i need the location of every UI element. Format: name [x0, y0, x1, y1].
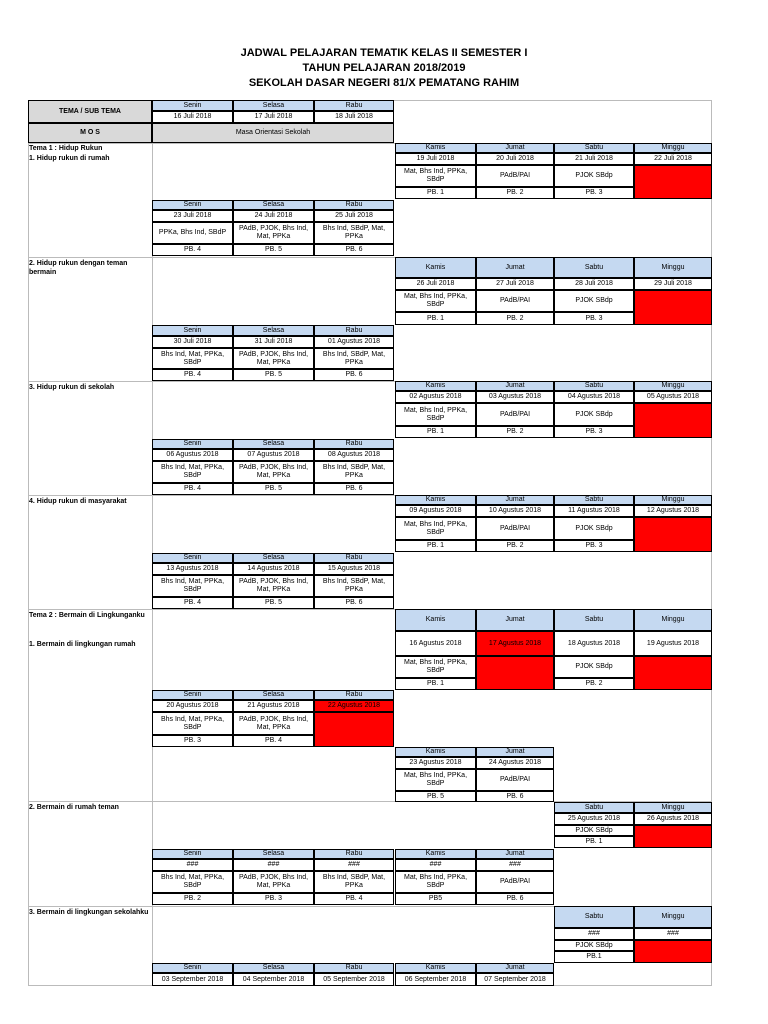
holiday-cell	[476, 656, 554, 690]
date-cell: 19 Agustus 2018	[634, 631, 712, 656]
date-cell: 12 Agustus 2018	[634, 505, 712, 517]
pb-cell: PB. 6	[476, 893, 554, 905]
day-header: Jumat	[476, 747, 554, 757]
date-cell: 16 Juli 2018	[152, 111, 233, 123]
holiday-date-cell: 17 Agustus 2018	[476, 631, 554, 656]
day-header: Minggu	[634, 906, 712, 928]
date-cell: ###	[152, 859, 233, 871]
date-cell: 22 Juli 2018	[634, 153, 712, 165]
date-cell: 24 Agustus 2018	[476, 757, 554, 769]
subject-cell: PAdB/PAI	[476, 517, 554, 540]
subject-cell: PJOK SBdp	[554, 403, 634, 426]
day-header: Selasa	[233, 200, 314, 210]
pb-cell: PB. 3	[554, 312, 634, 325]
pb-cell: PB. 1	[395, 678, 476, 690]
pb-cell: PB. 6	[476, 791, 554, 802]
date-cell: 21 Agustus 2018	[233, 700, 314, 712]
day-header: Kamis	[395, 609, 476, 631]
day-header: Minggu	[634, 143, 712, 153]
day-header: Kamis	[395, 257, 476, 278]
day-header: Minggu	[634, 257, 712, 278]
day-header: Sabtu	[554, 802, 634, 813]
day-header: Kamis	[395, 381, 476, 391]
pb-cell: PB. 3	[554, 187, 634, 199]
day-header: Rabu	[314, 963, 394, 973]
day-header: Selasa	[233, 325, 314, 336]
pb-cell: PB. 1	[554, 836, 634, 848]
subject-cell: PJOK SBdp	[554, 656, 634, 678]
subject-cell: Bhs Ind, Mat, PPKa, SBdP	[152, 575, 233, 597]
subtheme-label: 2. Hidup rukun dengan teman bermain	[29, 260, 128, 276]
pb-cell: PB. 2	[476, 540, 554, 552]
subject-cell: PAdB, PJOK, Bhs Ind, Mat, PPKa	[233, 348, 314, 369]
day-header: Rabu	[314, 325, 394, 336]
pb-cell: PB. 1	[395, 312, 476, 325]
date-cell: 04 September 2018	[233, 973, 314, 986]
day-header: Jumat	[476, 609, 554, 631]
date-cell: 21 Juli 2018	[554, 153, 634, 165]
day-header: Minggu	[634, 381, 712, 391]
subject-cell: PJOK SBdp	[554, 940, 634, 951]
title-line-1: JADWAL PELAJARAN TEMATIK KELAS II SEMESTER I	[240, 47, 528, 59]
subject-cell: PAdB/PAI	[476, 290, 554, 312]
theme-label: Tema 1 : Hidup Rukun	[29, 145, 103, 152]
day-header: Minggu	[634, 802, 712, 813]
date-cell: 25 Agustus 2018	[554, 813, 634, 825]
subject-cell: PPKa, Bhs Ind, SBdP	[152, 222, 233, 244]
date-cell: 23 Juli 2018	[152, 210, 233, 222]
day-header: Senin	[152, 963, 233, 973]
date-cell: 31 Juli 2018	[233, 336, 314, 348]
day-header: Kamis	[395, 849, 476, 859]
day-header: Sabtu	[554, 609, 634, 631]
subtheme-label: 1. Hidup rukun di rumah	[29, 155, 110, 162]
mos-description: Masa Orientasi Sekolah	[152, 123, 394, 143]
subject-cell: PJOK SBdp	[554, 290, 634, 312]
date-cell: 05 Agustus 2018	[634, 391, 712, 403]
date-cell: 26 Agustus 2018	[634, 813, 712, 825]
day-header: Sabtu	[554, 143, 634, 153]
subject-cell: Bhs Ind, Mat, PPKa, SBdP	[152, 712, 233, 735]
subject-cell: Bhs Ind, SBdP, Mat, PPKa	[314, 871, 394, 893]
day-header: Senin	[152, 553, 233, 563]
day-header: Rabu	[314, 439, 394, 449]
day-header: Senin	[152, 100, 233, 111]
pb-cell: PB. 5	[233, 483, 314, 495]
pb-cell: PB. 4	[152, 244, 233, 256]
subject-cell: Bhs Ind, SBdP, Mat, PPKa	[314, 222, 394, 244]
pb-cell: PB. 2	[476, 312, 554, 325]
pb-cell: PB. 4	[152, 483, 233, 495]
subject-cell: PAdB, PJOK, Bhs Ind, Mat, PPKa	[233, 871, 314, 893]
day-header: Jumat	[476, 849, 554, 859]
day-header: Minggu	[634, 609, 712, 631]
subject-cell: Bhs Ind, Mat, PPKa, SBdP	[152, 871, 233, 893]
date-cell: 28 Juli 2018	[554, 278, 634, 290]
date-cell: 30 Juli 2018	[152, 336, 233, 348]
day-header: Sabtu	[554, 257, 634, 278]
day-header: Senin	[152, 325, 233, 336]
day-header: Senin	[152, 690, 233, 700]
day-header: Rabu	[314, 200, 394, 210]
pb-cell: PB. 6	[314, 483, 394, 495]
date-cell: ###	[554, 928, 634, 940]
date-cell: ###	[395, 859, 476, 871]
holiday-date-cell: 22 Agustus 2018	[314, 700, 394, 712]
day-header: Sabtu	[554, 495, 634, 505]
pb-cell: PB. 4	[152, 597, 233, 609]
pb-cell: PB. 2	[152, 893, 233, 905]
pb-cell: PB. 5	[233, 244, 314, 256]
subject-cell: Mat, Bhs Ind, PPKa, SBdP	[395, 656, 476, 678]
subtheme-label: 3. Hidup rukun di sekolah	[29, 384, 115, 391]
date-cell: ###	[476, 859, 554, 871]
date-cell: 01 Agustus 2018	[314, 336, 394, 348]
date-cell: 16 Agustus 2018	[395, 631, 476, 656]
pb-cell: PB. 5	[233, 597, 314, 609]
subject-cell: PJOK SBdp	[554, 825, 634, 836]
pb-cell: PB. 1	[395, 540, 476, 552]
day-header: Jumat	[476, 963, 554, 973]
pb-cell: PB. 6	[314, 597, 394, 609]
day-header: Senin	[152, 200, 233, 210]
date-cell: 15 Agustus 2018	[314, 563, 394, 575]
day-header: Jumat	[476, 381, 554, 391]
day-header: Rabu	[314, 690, 394, 700]
date-cell: 03 September 2018	[152, 973, 233, 986]
day-header: Jumat	[476, 143, 554, 153]
subject-cell: Bhs Ind, SBdP, Mat, PPKa	[314, 461, 394, 483]
holiday-cell	[634, 656, 712, 690]
theme-column	[28, 100, 153, 986]
date-cell: 02 Agustus 2018	[395, 391, 476, 403]
subject-cell: PAdB/PAI	[476, 871, 554, 893]
pb-cell: PB. 2	[476, 187, 554, 199]
date-cell: 09 Agustus 2018	[395, 505, 476, 517]
holiday-cell	[634, 517, 712, 552]
date-cell: 14 Agustus 2018	[233, 563, 314, 575]
pb-cell: PB5	[395, 893, 476, 905]
holiday-cell	[634, 825, 712, 848]
day-header: Senin	[152, 439, 233, 449]
day-header: Jumat	[476, 495, 554, 505]
pb-cell: PB. 2	[554, 678, 634, 690]
day-header: Kamis	[395, 963, 476, 973]
day-header: Rabu	[314, 553, 394, 563]
title-line-2: TAHUN PELAJARAN 2018/2019	[302, 62, 466, 74]
holiday-cell	[634, 940, 712, 963]
date-cell: 27 Juli 2018	[476, 278, 554, 290]
date-cell: ###	[634, 928, 712, 940]
date-cell: 18 Agustus 2018	[554, 631, 634, 656]
date-cell: 07 September 2018	[476, 973, 554, 986]
date-cell: 23 Agustus 2018	[395, 757, 476, 769]
pb-cell: PB. 5	[233, 369, 314, 381]
subject-cell: Bhs Ind, Mat, PPKa, SBdP	[152, 461, 233, 483]
date-cell: 18 Juli 2018	[314, 111, 394, 123]
date-cell: 06 Agustus 2018	[152, 449, 233, 461]
day-header: Selasa	[233, 963, 314, 973]
subject-cell: PAdB/PAI	[476, 403, 554, 426]
pb-cell: PB. 4	[233, 735, 314, 747]
subject-cell: PAdB, PJOK, Bhs Ind, Mat, PPKa	[233, 461, 314, 483]
day-header: Selasa	[233, 849, 314, 859]
subject-cell: PAdB/PAI	[476, 769, 554, 791]
date-cell: 04 Agustus 2018	[554, 391, 634, 403]
subject-cell: PAdB/PAI	[476, 165, 554, 187]
day-header: Selasa	[233, 439, 314, 449]
pb-cell: PB. 1	[395, 426, 476, 438]
subject-cell: Mat, Bhs Ind, PPKa, SBdP	[395, 290, 476, 312]
holiday-cell	[634, 290, 712, 325]
date-cell: 26 Juli 2018	[395, 278, 476, 290]
pb-cell: PB. 5	[395, 791, 476, 802]
date-cell: 05 September 2018	[314, 973, 394, 986]
date-cell: ###	[314, 859, 394, 871]
holiday-cell	[634, 165, 712, 199]
subject-cell: Mat, Bhs Ind, PPKa, SBdP	[395, 403, 476, 426]
subject-cell: Bhs Ind, SBdP, Mat, PPKa	[314, 575, 394, 597]
pb-cell: PB. 4	[152, 369, 233, 381]
subtheme-label: 2. Bermain di rumah teman	[29, 804, 119, 811]
date-cell: 17 Juli 2018	[233, 111, 314, 123]
subject-cell: Bhs Ind, SBdP, Mat, PPKa	[314, 348, 394, 369]
pb-cell: PB.1	[554, 951, 634, 963]
holiday-cell	[314, 712, 394, 747]
day-header: Kamis	[395, 143, 476, 153]
day-header: Minggu	[634, 495, 712, 505]
pb-cell: PB. 3	[554, 540, 634, 552]
date-cell: ###	[233, 859, 314, 871]
date-cell: 11 Agustus 2018	[554, 505, 634, 517]
day-header: Kamis	[395, 747, 476, 757]
subject-cell: Mat, Bhs Ind, PPKa, SBdP	[395, 517, 476, 540]
date-cell: 13 Agustus 2018	[152, 563, 233, 575]
day-header: Selasa	[233, 553, 314, 563]
date-cell: 10 Agustus 2018	[476, 505, 554, 517]
pb-cell: PB. 2	[476, 426, 554, 438]
day-header: Sabtu	[554, 906, 634, 928]
date-cell: 25 Juli 2018	[314, 210, 394, 222]
pb-cell: PB. 6	[314, 244, 394, 256]
date-cell: 06 September 2018	[395, 973, 476, 986]
subject-cell: PJOK SBdp	[554, 517, 634, 540]
subject-cell: PAdB, PJOK, Bhs Ind, Mat, PPKa	[233, 712, 314, 735]
holiday-cell	[634, 403, 712, 438]
subtheme-label: 4. Hidup rukun di masyarakat	[29, 498, 127, 505]
day-header: Kamis	[395, 495, 476, 505]
theme-label: Tema 2 : Bermain di Lingkunganku	[29, 612, 145, 619]
subject-cell: PAdB, PJOK, Bhs Ind, Mat, PPKa	[233, 222, 314, 244]
date-cell: 03 Agustus 2018	[476, 391, 554, 403]
date-cell: 08 Agustus 2018	[314, 449, 394, 461]
date-cell: 24 Juli 2018	[233, 210, 314, 222]
date-cell: 19 Juli 2018	[395, 153, 476, 165]
day-header: Selasa	[233, 690, 314, 700]
subject-cell: PAdB, PJOK, Bhs Ind, Mat, PPKa	[233, 575, 314, 597]
date-cell: 29 Juli 2018	[634, 278, 712, 290]
subtheme-label: 3. Bermain di lingkungan sekolahku	[29, 909, 149, 916]
pb-cell: PB. 3	[152, 735, 233, 747]
tema-sub-tema-header: TEMA / SUB TEMA	[28, 100, 152, 123]
subject-cell: Bhs Ind, Mat, PPKa, SBdP	[152, 348, 233, 369]
title-line-3: SEKOLAH DASAR NEGERI 81/X PEMATANG RAHIM	[248, 77, 520, 89]
date-cell: 07 Agustus 2018	[233, 449, 314, 461]
pb-cell: PB. 1	[395, 187, 476, 199]
pb-cell: PB. 4	[314, 893, 394, 905]
pb-cell: PB. 6	[314, 369, 394, 381]
subject-cell: Mat, Bhs Ind, PPKa, SBdP	[395, 165, 476, 187]
day-header: Sabtu	[554, 381, 634, 391]
date-cell: 20 Agustus 2018	[152, 700, 233, 712]
day-header: Rabu	[314, 100, 394, 111]
day-header: Jumat	[476, 257, 554, 278]
pb-cell: PB. 3	[554, 426, 634, 438]
subject-cell: PJOK SBdp	[554, 165, 634, 187]
subject-cell: Mat, Bhs Ind, PPKa, SBdP	[395, 871, 476, 893]
day-header: Senin	[152, 849, 233, 859]
mos-label: M O S	[28, 123, 152, 143]
subject-cell: Mat, Bhs Ind, PPKa, SBdP	[395, 769, 476, 791]
day-header: Rabu	[314, 849, 394, 859]
day-header: Selasa	[233, 100, 314, 111]
date-cell: 20 Juli 2018	[476, 153, 554, 165]
subtheme-label: 1. Bermain di lingkungan rumah	[29, 641, 136, 648]
pb-cell: PB. 3	[233, 893, 314, 905]
